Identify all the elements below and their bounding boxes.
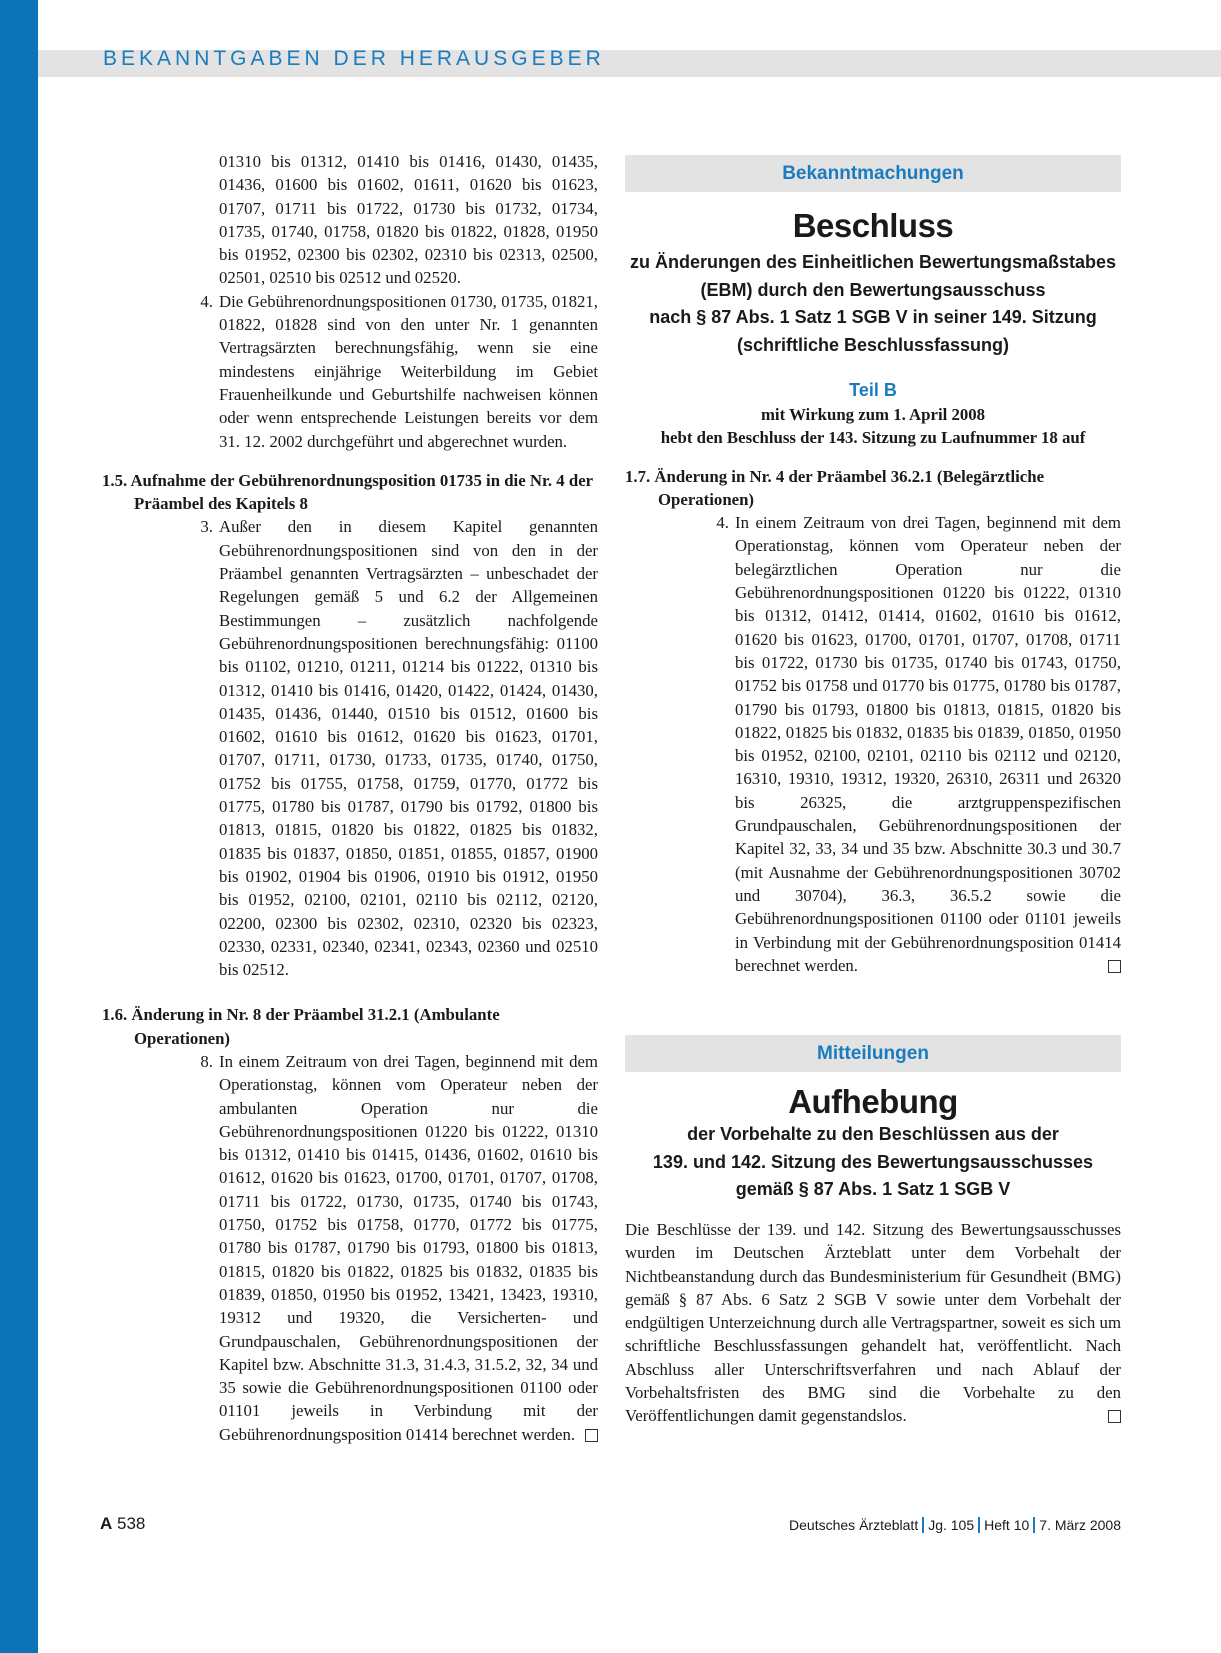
page-number xyxy=(100,1514,145,1534)
item-number: 8. xyxy=(200,1051,213,1071)
issue: Heft 10 xyxy=(984,1517,1030,1533)
item-number: 4. xyxy=(200,291,213,311)
continued-paragraph: 01310 bis 01312, 01410 bis 01416, 01430, 01435, 01436, 01600 bis 01602, 01611, 01620 bis 01623, 01707, 01711 bis 01722, 01730 bis 01732, 01734, 01735, 01740, 01758, 01820 bis 01822, 01828, 01950 bis 01952, 02300 bis 02302, 02310 bis 02313, 02500, 02501, 02510 bis 02512 und 02520. xyxy=(219,152,598,288)
list-item xyxy=(102,515,598,981)
subtitle-line: nach § 87 Abs. 1 Satz 1 SGB V in seiner 149. Sitzung xyxy=(649,307,1097,328)
section-heading-1-6: 1.6. Änderung in Nr. 8 der Präambel 31.2.1 (Ambulante Operationen) xyxy=(102,1005,500,1048)
list-item xyxy=(102,1050,598,1446)
article-subtitle xyxy=(625,1121,1121,1204)
sidebar-stripe xyxy=(0,0,38,1653)
article-title-beschluss: Beschluss xyxy=(792,207,954,244)
separator xyxy=(922,1517,924,1533)
separator xyxy=(1033,1517,1035,1533)
issue-date: 7. März 2008 xyxy=(1039,1517,1121,1533)
body-paragraph xyxy=(625,1218,1121,1428)
section-header-title: BEKANNTGABEN DER HERAUSGEBER xyxy=(103,47,605,70)
part-subtitle-line: mit Wirkung zum 1. April 2008 xyxy=(760,404,986,424)
separator xyxy=(978,1517,980,1533)
page-number-value: 538 xyxy=(117,1514,146,1533)
volume: Jg. 105 xyxy=(928,1517,975,1533)
part-subtitle-line: hebt den Beschluss der 143. Sitzung zu Laufnummer 18 auf xyxy=(660,427,1086,447)
item-text: Außer den in diesem Kapitel genannten Gebührenordnungspositionen sind von den in der Präambel genannten Vertragsärzten – unbeschadet der Regelungen gemäß 5 und 6.2 der Allgemeinen Bestimmungen – zusätzlich nachfolgende Gebührenordnungspositionen berechnungsfähig: 01100 bis 01102, 01210, 01211, 01214 bis 01222, 01310 bis 01312, 01410 bis 01416, 01420, 01422, 01424, 01430, 01435, 01436, 01440, 01510 bis 01512, 01600 bis 01602, 01610 bis 01612, 01620 bis 01623, 01701, 01707, 01711, 01730, 01733, 01735, 01740, 01750, 01752 bis 01755, 01758, 01759, 01770, 01772 bis 01775, 01780 bis 01787, 01790 bis 01792, 01800 bis 01813, 01815, 01820 bis 01822, 01825 bis 01832, 01835 bis 01837, 01850, 01851, 01855, 01857, 01900 bis 01902, 01904 bis 01906, 01910 bis 01912, 01950 bis 01952, 02100, 02101, 02110 bis 02112, 02120, 02200, 02300 bis 02302, 02310, 02320 bis 02323, 02330, 02331, 02340, 02341, 02343, 02360 und 02510 bis 02512. xyxy=(219,517,598,980)
item-text: Die Gebührenordnungspositionen 01730, 01735, 01821, 01822, 01828 sind von den unter Nr. 1 genannten Vertragsärzten berechnungsfähig, wenn sie eine mindestens einjährige Weiterbildung im Gebiet Frauenheilkunde und Geburtshilfe nachweisen können oder wenn entsprechende Leistungen bereits vor dem 31. 12. 2002 durchgeführt und abgerechnet wurden. xyxy=(219,291,598,451)
item-text xyxy=(735,511,1121,977)
subtitle-line: der Vorbehalte zu den Beschlüssen aus der xyxy=(687,1124,1059,1145)
item-number: 4. xyxy=(716,513,729,533)
end-mark-icon xyxy=(1108,1410,1121,1423)
footer-citation xyxy=(789,1517,1121,1533)
list-item xyxy=(102,290,598,453)
item-number: 3. xyxy=(200,517,213,537)
article-subtitle xyxy=(625,249,1121,359)
section-band-bekanntmachungen: Bekanntmachungen xyxy=(625,155,1121,192)
item-text-body: In einem Zeitraum von drei Tagen, beginnend mit dem Operationstag, können vom Operateur neben der ambulanten Operation nur die Gebührenordnungspositionen 01220 bis 01222, 01310 bis 01312, 01410 bis 01415, 01436, 01602, 01610 bis 01612, 01620 bis 01623, 01700, 01701, 01707, 01708, 01711 bis 01722, 01730, 01735, 01740 bis 01743, 01750, 01752 bis 01758, 01770, 01772 bis 01775, 01780 bis 01787, 01790 bis 01793, 01800 bis 01813, 01815, 01820 bis 01822, 01825 bis 01832, 01835 bis 01839, 01850, 01950 bis 01952, 13421, 13423, 19310, 19312 und 19320, die Versicherten- und Grundpauschalen, Gebührenordnungspositionen der Kapitel bzw. Abschnitte 31.3, 31.4.3, 31.5.2, 32, 34 und 35 sowie die Gebührenordnungspositionen 01100 oder 01101 jeweils in Verbindung mit der Gebührenordnungsposition 01414 berechnet werden. xyxy=(219,1051,598,1444)
section-heading-1-5: 1.5. Aufnahme der Gebührenordnungsposition 01735 in die Nr. 4 der Präambel des Kapitels 8 xyxy=(102,470,593,514)
subtitle-line: 139. und 142. Sitzung des Bewertungsausschusses xyxy=(652,1151,1094,1172)
part-label: Teil B xyxy=(849,380,897,401)
article-title-aufhebung: Aufhebung xyxy=(788,1083,958,1121)
list-item xyxy=(625,511,1121,977)
page-prefix: A xyxy=(100,1514,113,1533)
subtitle-line: gemäß § 87 Abs. 1 Satz 1 SGB V xyxy=(735,1179,1011,1200)
body-text: Die Beschlüsse der 139. und 142. Sitzung des Bewertungsausschusses wurden im Deutschen Ärzteblatt unter dem Vorbehalt der Nichtbeanstandung durch das Bundesministerium für Gesundheit (BMG) gemäß § 87 Abs. 6 Satz 2 SGB V sowie unter dem Vorbehalt der endgültigen Unterzeichnung durch alle Vertragspartner, soweit es sich um schriftliche Beschlussfassungen gehandelt hat, veröffentlicht. Nach Abschluss aller Unterschriftsverfahren und nach Ablauf der Vorbehaltsfristen des BMG sind die Vorbehalte zu den Veröffentlichungen damit gegenstandslos. xyxy=(625,1219,1121,1426)
part-subtitle xyxy=(625,403,1121,449)
subtitle-line: (EBM) durch den Bewertungsausschuss xyxy=(700,279,1046,300)
item-text xyxy=(219,1050,598,1446)
end-mark-icon xyxy=(585,1429,598,1442)
section-heading-1-7: 1.7. Änderung in Nr. 4 der Präambel 36.2.1 (Belegärztliche Operationen) xyxy=(625,466,1045,509)
end-mark-icon xyxy=(1108,960,1121,973)
journal-name: Deutsches Ärzteblatt xyxy=(789,1517,919,1533)
item-text-body: In einem Zeitraum von drei Tagen, beginnend mit dem Operationstag, können vom Operateur neben der belegärztlichen Operation nur die Gebührenordnungspositionen 01220 bis 01222, 01310 bis 01312, 01412, 01414, 01602, 01610 bis 01612, 01620 bis 01623, 01700, 01701, 01707, 01708, 01711 bis 01722, 01730 bis 01735, 01740 bis 01743, 01750, 01752 bis 01758 und 01770 bis 01775, 01780 bis 01787, 01790 bis 01793, 01800 bis 01813, 01815, 01820 bis 01822, 01825 bis 01832, 01835 bis 01839, 01850, 01950 bis 01952, 02100, 02101, 02110 bis 02112 und 02120, 16310, 19310, 19312, 19320, 26310, 26311 und 26320 bis 26325, die arztgruppenspezifischen Grundpauschalen, Gebührenordnungspositionen der Kapitel 32, 33, 34 und 35 bzw. Abschnitte 30.3 und 30.7 (mit Ausnahme der Gebührenordnungspositionen 30702 und 30704), 36.3, 36.5.2 sowie die Gebührenordnungspositionen 01100 oder 01101 jeweils in Verbindung mit der Gebührenordnungsposition 01414 berechnet werden. xyxy=(735,513,1121,975)
section-band-mitteilungen: Mitteilungen xyxy=(625,1035,1121,1072)
left-column xyxy=(102,150,598,1446)
subtitle-line: zu Änderungen des Einheitlichen Bewertungsmaßstabes xyxy=(629,252,1117,273)
subtitle-line: (schriftliche Beschlussfassung) xyxy=(736,334,1010,355)
right-column xyxy=(625,155,1121,1428)
